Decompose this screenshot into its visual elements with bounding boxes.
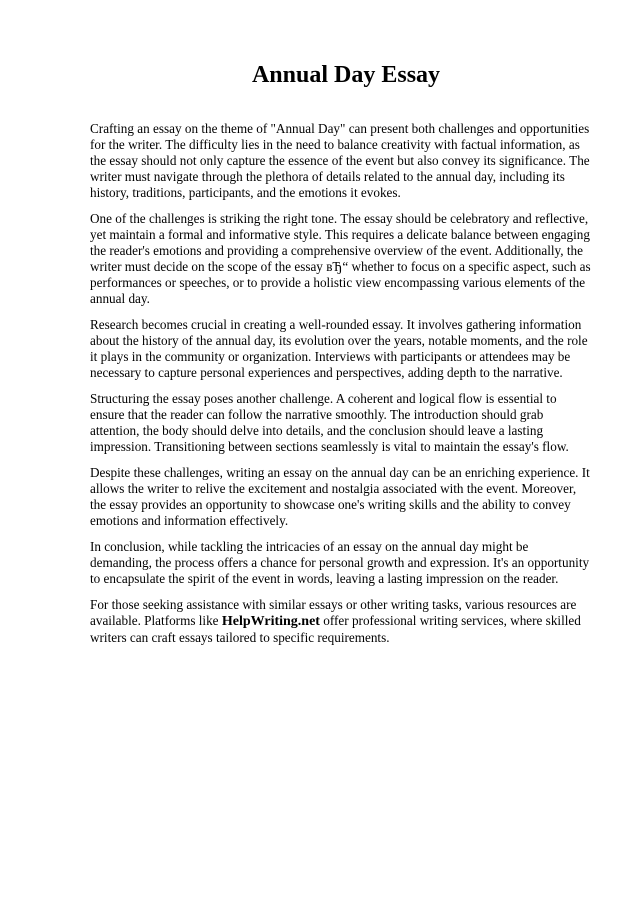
- paragraph-experience: Despite these challenges, writing an essay on the annual day can be an enriching experience. It allows the writer to relive the excitement and nostalgia associated with the event. Moreover, the essay provides an opportunity to showcase one's writing skills and the ability to convey emotions and information effectively.: [90, 465, 590, 528]
- paragraph-research: Research becomes crucial in creating a well-rounded essay. It involves gathering information about the history of the annual day, its evolution over the years, notable moments, and the role it plays in the community or organization. Interviews with participants or attendees may be necessary to capture personal experiences and perspectives, adding depth to the narrative.: [90, 317, 588, 380]
- paragraph-resources: [90, 597, 592, 646]
- resources-text-before: For those seeking assistance with similar essays or other writing tasks, various resources are available. Platforms like: [90, 597, 577, 628]
- brand-name: HelpWriting.net: [221, 614, 320, 629]
- paragraph-tone: One of the challenges is striking the right tone. The essay should be celebratory and reflective, yet maintain a formal and informative style. This requires a delicate balance between engaging the reader's emotions and providing a comprehensive overview of the event. Additionally, the writer must decide on the scope of the essay вЂ“ whether to focus on a specific aspect, such as performances or speeches, or to provide a holistic view encompassing various elements of the annual day.: [90, 211, 591, 306]
- paragraph-structure: Structuring the essay poses another challenge. A coherent and logical flow is essential to ensure that the reader can follow the narrative smoothly. The introduction should grab attention, the body should delve into details, and the conclusion should leave a lasting impression. Transitioning between sections seamlessly is vital to maintain the essay's flow.: [90, 391, 569, 454]
- resources-text-after: offer professional writing services, where skilled writers can craft essays tailored to specific requirements.: [90, 613, 581, 645]
- paragraph-conclusion: In conclusion, while tackling the intricacies of an essay on the annual day might be demanding, the process offers a chance for personal growth and expression. It's an opportunity to encapsulate the spirit of the event in words, leaving a lasting impression on the reader.: [90, 539, 590, 586]
- paragraph-intro: Crafting an essay on the theme of "Annual Day" can present both challenges and opportunities for the writer. The difficulty lies in the need to balance creativity with factual information, as the essay should not only capture the essence of the event but also convey its significance. The writer must navigate through the plethora of details related to the annual day, including its history, traditions, participants, and the emotions it evokes.: [90, 121, 590, 200]
- document-title: Annual Day Essay: [251, 62, 441, 88]
